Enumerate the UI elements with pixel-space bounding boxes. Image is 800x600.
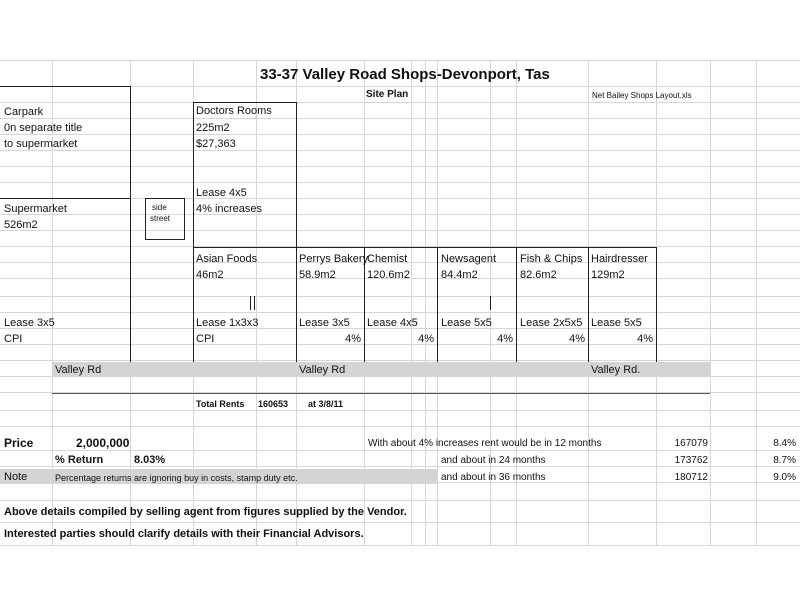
projection-text: With about 4% increases rent would be in 12 months — [368, 438, 602, 449]
side-street-label-1: side — [152, 203, 167, 212]
shop-minor-divider-1 — [250, 296, 251, 310]
shop-terms: 4% — [345, 333, 361, 345]
doctors-rent: $27,363 — [196, 138, 236, 150]
footer-disclaimer-1: Above details compiled by selling agent from figures supplied by the Vendor. — [4, 506, 407, 518]
shop-lease: Lease 5x5 — [441, 317, 492, 329]
carpark-title-note: 0n separate title — [4, 122, 83, 134]
road-label-right: Valley Rd. — [591, 364, 641, 376]
projection-pct: 9.0% — [773, 472, 796, 483]
doctors-area: 225m2 — [196, 122, 230, 134]
shop-name: Hairdresser — [591, 253, 648, 265]
shop-divider-4 — [516, 247, 517, 362]
shop-area: 82.6m2 — [520, 269, 557, 281]
shop-divider-3 — [437, 247, 438, 362]
shop-name: Asian Foods — [196, 253, 258, 265]
supermarket-name: Supermarket — [4, 203, 67, 215]
return-value: 8.03% — [134, 454, 166, 466]
total-rents-label: Total Rents — [196, 399, 245, 409]
shop-area: 120.6m2 — [367, 269, 410, 281]
shop-terms: 4% — [637, 333, 653, 345]
shop-name: Chemist — [367, 253, 408, 265]
note-text: Percentage returns are ignoring buy in costs, stamp duty etc. — [55, 473, 298, 483]
note-label: Note — [4, 471, 28, 483]
price-value: 2,000,000 — [76, 436, 130, 450]
doctors-increases: 4% increases — [196, 203, 263, 215]
projection-value: 173762 — [674, 455, 708, 466]
projection-pct: 8.4% — [773, 438, 796, 449]
carpark-supermarket-divider — [0, 198, 130, 199]
shop-lease: Lease 2x5x5 — [520, 317, 583, 329]
projection-value: 180712 — [674, 472, 708, 483]
total-rents-date: at 3/8/11 — [308, 399, 344, 409]
shop-name: Fish & Chips — [520, 253, 583, 265]
shop-lease: Lease 5x5 — [591, 317, 642, 329]
projection-text: and about in 36 months — [441, 472, 546, 483]
shop-lease: Lease 4x5 — [367, 317, 418, 329]
doctors-left-border — [193, 102, 194, 362]
shop-divider-1 — [296, 247, 297, 362]
shop-name: Newsagent — [441, 253, 497, 265]
road-underline — [52, 393, 710, 394]
supermarket-lease: Lease 3x5 — [4, 317, 55, 329]
supermarket-area: 526m2 — [4, 219, 38, 231]
site-plan-label: Site Plan — [366, 89, 409, 100]
shop-minor-divider-2 — [254, 296, 255, 310]
projection-value: 167079 — [674, 438, 708, 449]
footer-disclaimer-2: Interested parties should clarify details with their Financial Advisors. — [4, 528, 364, 540]
road-label-left: Valley Rd — [55, 364, 102, 376]
shop-lease: Lease 1x3x3 — [196, 317, 259, 329]
projection-pct: 8.7% — [773, 455, 796, 466]
return-label: % Return — [55, 454, 104, 466]
page-title: 33-37 Valley Road Shops-Devonport, Tas — [260, 66, 550, 83]
doctors-name: Doctors Rooms — [196, 105, 272, 117]
side-street-label-2: street — [150, 214, 171, 223]
shop-area: 129m2 — [591, 269, 625, 281]
shop-area: 84.4m2 — [441, 269, 478, 281]
supermarket-terms: CPI — [4, 333, 23, 345]
road-label-mid: Valley Rd — [299, 364, 346, 376]
carpark-right-border — [130, 86, 131, 362]
price-label: Price — [4, 436, 34, 450]
carpark-label: Carpark — [4, 106, 44, 118]
shop-area: 58.9m2 — [299, 269, 336, 281]
carpark-supermarket-note: to supermarket — [4, 138, 78, 150]
shop-terms: CPI — [196, 333, 215, 345]
shop-terms: 4% — [418, 333, 434, 345]
projection-text: and about in 24 months — [441, 455, 546, 466]
carpark-top-border — [0, 86, 130, 87]
doctors-lease: Lease 4x5 — [196, 187, 247, 199]
shop-name: Perrys Bakery — [299, 253, 369, 265]
file-name: Net Bailey Shops Layout.xls — [592, 91, 692, 100]
doctors-top-border — [193, 102, 297, 103]
doctors-right-border — [296, 102, 297, 247]
shop-area: 46m2 — [196, 269, 224, 281]
shop-terms: 4% — [497, 333, 513, 345]
shop-divider-6 — [656, 247, 657, 362]
shop-minor-divider-3 — [490, 296, 491, 310]
shop-terms: 4% — [569, 333, 585, 345]
shop-divider-5 — [588, 247, 589, 362]
shop-lease: Lease 3x5 — [299, 317, 350, 329]
total-rents-value: 160653 — [258, 399, 289, 409]
